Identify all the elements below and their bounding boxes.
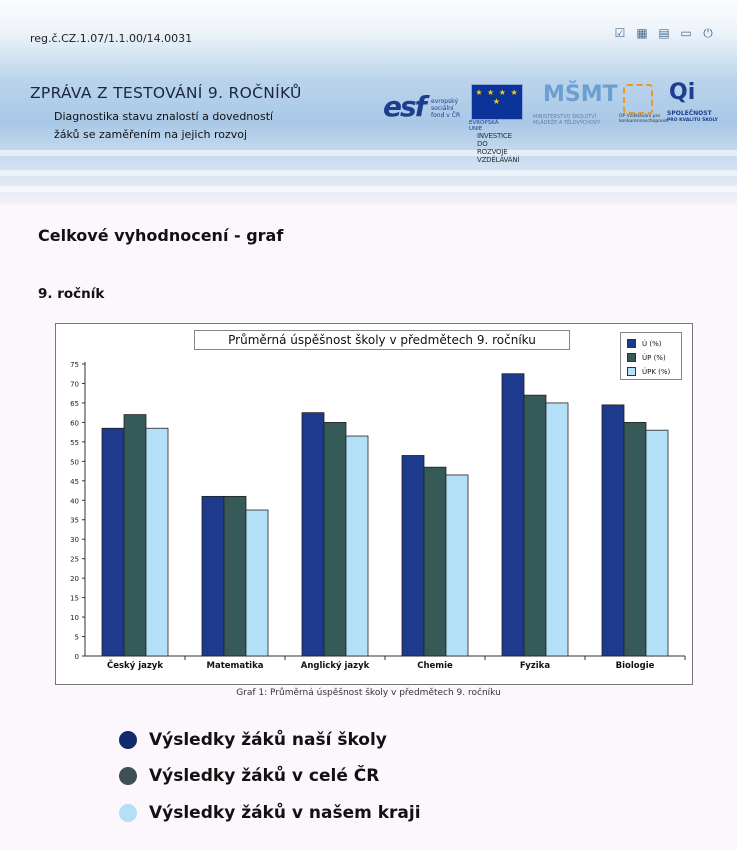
legend-entry [627,353,666,362]
y-tick-label: 30 [70,536,79,545]
key-label: Výsledky žáků v našem kraji [149,803,421,823]
document-icon[interactable]: ▤ [658,26,670,40]
power-icon[interactable]: ⏻ [703,26,713,40]
bar [246,510,268,656]
bar-chart [56,324,692,684]
toolbar-icons [612,26,716,40]
legend-swatch [627,353,636,362]
bar [124,415,146,656]
header-streak [0,170,737,176]
report-subtitle-line-2: žáků se zaměřením na jejich rozvoj [54,128,248,141]
y-tick-label: 75 [70,361,79,369]
chart-legend [620,332,682,380]
esf-text [431,98,460,119]
chart-frame [55,323,693,685]
legend-entry [627,339,661,348]
y-tick-label: 15 [70,594,79,603]
window-icon[interactable]: ▭ [680,26,692,40]
y-tick-label: 45 [70,477,79,486]
esf-mark: esf [383,90,425,123]
qi-logo: Qi [669,80,696,105]
op-vk-logo [623,84,653,114]
y-tick-label: 55 [70,438,79,447]
y-tick-label: 5 [74,633,79,642]
key-item-school [119,730,387,750]
bar [502,374,524,656]
y-tick-label: 70 [70,380,79,389]
dark-blue-dot-icon [119,731,137,749]
bar [146,428,168,656]
y-tick-label: 40 [70,497,79,506]
bar [646,430,668,656]
key-label: Výsledky žáků v celé ČR [149,766,380,786]
eu-stars: ★ ★ ★ ★ ★ [475,88,519,106]
x-tick-label: Český jazyk [106,661,164,671]
header-streak [0,186,737,192]
key-item-country [119,766,379,786]
x-tick-label: Anglický jazyk [300,661,370,671]
y-tick-label: 10 [70,614,79,623]
x-tick-label: Matematika [206,661,264,671]
bar [424,467,446,656]
bar [202,496,224,656]
eu-label: EVROPSKÁ UNIE [469,120,499,132]
legend-label: Ú (%) [642,339,662,348]
y-tick-label: 35 [70,516,79,525]
y-tick-label: 50 [70,458,79,467]
report-header [0,0,737,205]
esf-text-line: fond v ČR [431,112,461,119]
bar [324,422,346,656]
bar [602,405,624,656]
esf-text-line: evropský [431,98,458,105]
bar [302,413,324,656]
legend-label: ÚP (%) [642,353,666,362]
esf-logo [383,86,467,128]
bar [102,428,124,656]
y-tick-label: 60 [70,419,79,428]
bar [446,475,468,656]
investice-slogan: INVESTICE DO ROZVOJE VZDĚLÁVÁNÍ [477,132,520,164]
bar [524,395,546,656]
bar [546,403,568,656]
x-tick-label: Chemie [417,661,453,671]
y-tick-label: 20 [70,575,79,584]
qi-label [667,110,723,124]
grade-title: 9. ročník [38,286,105,302]
key-item-region [119,803,421,823]
dark-gray-dot-icon [119,767,137,785]
legend-swatch [627,367,636,376]
x-tick-label: Fyzika [519,661,551,671]
bar [402,455,424,656]
y-tick-label: 25 [70,555,79,564]
qi-label-line: PRO KVALITU ŠKOLY [667,118,718,123]
qi-label-line: SPOLEČNOST [667,110,712,117]
report-title: ZPRÁVA Z TESTOVÁNÍ 9. ROČNÍKŮ [30,84,302,102]
y-tick-label: 0 [74,653,79,661]
bar [346,436,368,656]
y-tick-label: 65 [70,399,79,408]
light-blue-dot-icon [119,804,137,822]
msmt-label: MINISTERSTVO ŠKOLSTVÍ MLÁDEŽE A TĚLOVÝCHOVY [533,114,601,126]
bar [224,496,246,656]
key-label: Výsledky žáků naší školy [149,730,387,750]
registration-number: reg.č.CZ.1.07/1.1.00/14.0031 [30,32,193,45]
chart-caption: Graf 1: Průměrná úspěšnost školy v předmětech 9. ročníku [236,688,501,698]
report-subtitle-line-1: Diagnostika stavu znalostí a dovedností [54,110,274,123]
legend-entry [627,367,670,376]
bar [624,422,646,656]
checkbox-icon[interactable]: ☑ [614,26,626,40]
section-title: Celkové vyhodnocení - graf [38,226,284,245]
x-tick-label: Biologie [615,661,655,671]
op-vk-label: OP Vzdělávání pro konkurenceschopnost [619,114,668,124]
eu-flag-logo [471,84,523,120]
legend-swatch [627,339,636,348]
chart-icon[interactable]: ▦ [636,26,648,40]
esf-text-line: sociální [431,105,454,112]
chart-title: Průměrná úspěšnost školy v předmětech 9. ročníku [194,330,570,350]
msmt-logo: MŠMT [543,82,618,107]
legend-label: ÚPK (%) [642,367,671,376]
header-streak [0,150,737,156]
